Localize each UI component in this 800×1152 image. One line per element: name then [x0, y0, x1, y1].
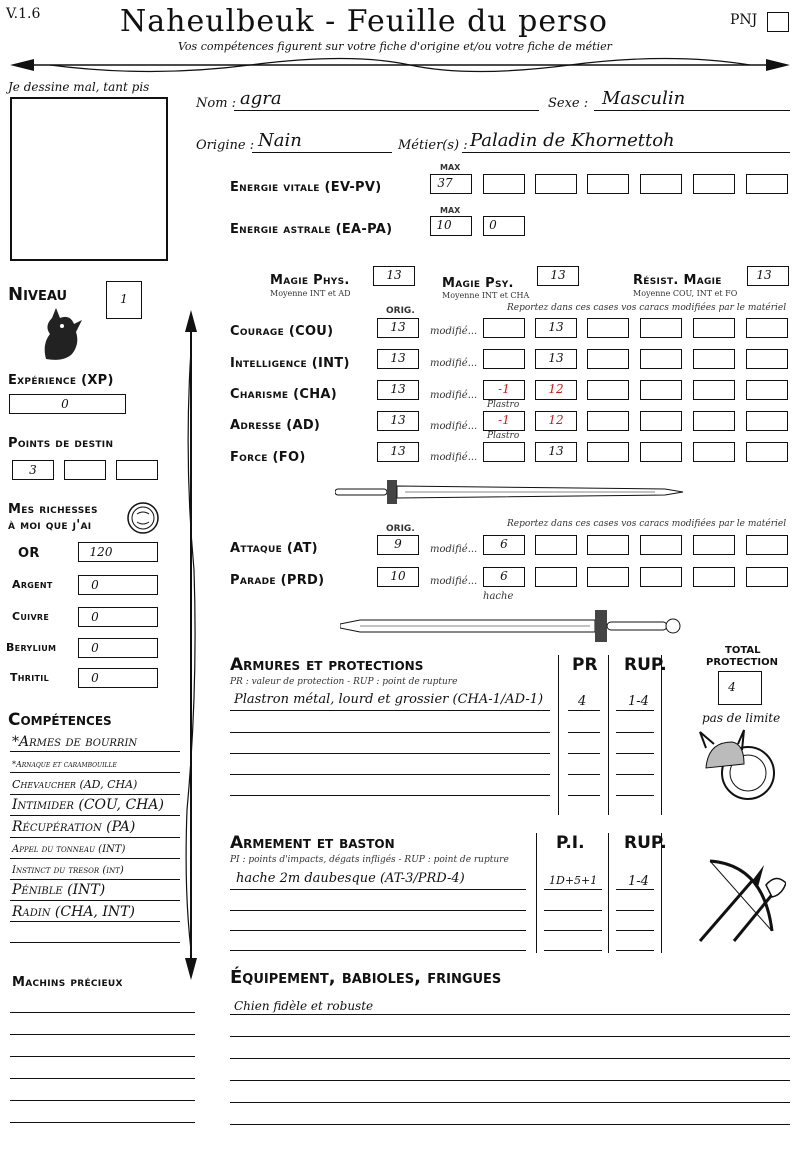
competence-item[interactable]: Pénible (INT): [12, 882, 106, 898]
armement-col-pi: P.I.: [556, 833, 585, 853]
dragon-icon: [36, 304, 86, 364]
carac-label-cou: Courage (COU): [230, 324, 334, 339]
niveau-label: Niveau: [8, 284, 68, 305]
richesses-label-1: Mes richesses: [8, 502, 98, 517]
carac-orig-value-cha: 13: [390, 382, 406, 396]
carac-mod1-box-cou[interactable]: [483, 318, 525, 338]
armure-item-name[interactable]: Plastron métal, lourd et grossier (CHA-1/AD-1): [234, 692, 544, 707]
attaque-mod4-box[interactable]: [640, 535, 682, 555]
sexe-value[interactable]: Masculin: [602, 88, 686, 109]
carac-label-ad: Adresse (AD): [230, 418, 321, 433]
arme-rup-line: [616, 889, 654, 890]
richesses-label-2: à moi que j'ai: [8, 518, 92, 533]
competence-line: [10, 900, 180, 901]
parade-orig-value: 10: [390, 569, 406, 583]
parade-mod4-box[interactable]: [640, 567, 682, 587]
armure-pr-line: [568, 795, 600, 796]
armement-label: Armement et baston: [230, 833, 395, 853]
metier-line: [462, 152, 790, 153]
combat-mod-note: hache: [483, 591, 514, 602]
ev-track-6[interactable]: [746, 174, 788, 194]
xp-label: Expérience (XP): [8, 373, 114, 388]
arme-pi-line: [544, 950, 602, 951]
arme-row-line: [230, 889, 526, 890]
armement-sub: PI : points d'impacts, dégats infligés - RUP : point de rupture: [230, 855, 509, 865]
caracs-note: Reportez dans ces cases vos caracs modifiées par le matériel: [507, 303, 787, 313]
competence-line: [10, 837, 180, 838]
parade-mod3-box[interactable]: [587, 567, 629, 587]
ev-track-3[interactable]: [587, 174, 629, 194]
header-spear-divider: [10, 52, 790, 78]
carac-label-fo: Force (FO): [230, 450, 306, 465]
machins-line: [10, 1122, 195, 1123]
page-title: Naheulbeuk - Feuille du perso: [120, 4, 608, 39]
armure-rup-line: [616, 753, 654, 754]
armures-col-divider: [558, 655, 559, 815]
armure-item-rup[interactable]: 1-4: [628, 694, 649, 709]
attaque-label: Attaque (AT): [230, 541, 318, 556]
carac-mod4-box-cou[interactable]: [640, 318, 682, 338]
armure-item-pr[interactable]: 4: [578, 694, 587, 709]
caracs-orig-label: ORIG.: [386, 306, 415, 316]
carac-label-int: Intelligence (INT): [230, 356, 350, 371]
pnj-checkbox[interactable]: [767, 12, 789, 32]
page-subtitle: Vos compétences figurent sur votre fiche d'origine et/ou votre fiche de métier: [178, 40, 612, 53]
arme-pi-line: [544, 910, 602, 911]
berylium-label: Berylium: [6, 641, 57, 654]
armure-rup-line: [616, 710, 654, 711]
carac-mod3-box-cou[interactable]: [587, 318, 629, 338]
machins-line: [10, 1056, 195, 1057]
competence-item[interactable]: Instinct du tresor (int): [12, 865, 124, 876]
armures-col-rup: RUP.: [624, 655, 667, 675]
armure-row-line: [230, 795, 550, 796]
magie-phys-label: Magie Phys.: [270, 273, 350, 288]
carac-label-cha: Charisme (CHA): [230, 387, 337, 402]
ea-current-value: 0: [489, 218, 497, 232]
magie-phys-sub: Moyenne INT et AD: [270, 289, 351, 298]
armure-row-line: [230, 710, 550, 711]
competence-item[interactable]: Intimider (COU, CHA): [12, 797, 164, 813]
armure-row-line: [230, 774, 550, 775]
nom-line: [234, 110, 539, 111]
armures-label: Armures et protections: [230, 655, 424, 675]
ev-track-4[interactable]: [640, 174, 682, 194]
magie-psy-label: Magie Psy.: [442, 276, 514, 291]
competence-line: [10, 794, 180, 795]
arme-pi-line: [544, 889, 602, 890]
carac-modifie-cou: modifié...: [430, 326, 478, 337]
metier-value[interactable]: Paladin de Khornettoh: [470, 130, 675, 151]
machins-line: [10, 1034, 195, 1035]
arme-rup-line: [616, 910, 654, 911]
magie-phys-value: 13: [386, 268, 402, 282]
arme-rup-line: [616, 950, 654, 951]
armures-col-divider: [661, 655, 662, 815]
nom-label: Nom :: [196, 96, 237, 111]
carac-orig-value-fo: 13: [390, 444, 406, 458]
parade-label: Parade (PRD): [230, 573, 325, 588]
pnj-label: PNJ: [730, 12, 758, 28]
competence-item[interactable]: *Arnaque et carambouille: [12, 760, 117, 769]
total-protection-label-2: PROTECTION: [706, 657, 778, 668]
machins-line: [10, 1012, 195, 1013]
thritil-label: Thritil: [10, 671, 49, 684]
competence-item[interactable]: Chevaucher (AD, CHA): [12, 778, 138, 791]
machins-line: [10, 1100, 195, 1101]
arme-row-line: [230, 950, 526, 951]
or-value: 120: [89, 545, 113, 559]
machins-line: [10, 1078, 195, 1079]
resist-magie-sub: Moyenne COU, INT et FO: [633, 289, 738, 298]
magie-psy-sub: Moyenne INT et CHA: [442, 291, 530, 300]
armure-rup-line: [616, 732, 654, 733]
ea-label: Energie astrale (EA-PA): [230, 222, 393, 237]
arme-item-name[interactable]: hache 2m daubesque (AT-3/PRD-4): [236, 871, 465, 886]
carac-modifie-ad: modifié...: [430, 421, 478, 432]
destin-label: Points de destin: [8, 436, 114, 451]
armure-row-line: [230, 753, 550, 754]
competence-line: [10, 751, 180, 752]
equipement-line: [230, 1102, 790, 1103]
carac-mod5-box-ad[interactable]: [693, 411, 735, 431]
carac-mod6-box-ad[interactable]: [746, 411, 788, 431]
parade-mod5-box[interactable]: [693, 567, 735, 587]
armement-col-divider: [608, 833, 609, 953]
carac-orig-value-int: 13: [390, 351, 406, 365]
cuivre-value: 0: [91, 610, 99, 624]
sexe-line: [594, 110, 790, 111]
coin-icon: [125, 500, 161, 536]
armure-pr-line: [568, 710, 600, 711]
portrait-label: Je dessine mal, tant pis: [8, 80, 150, 94]
parade-mod2-box[interactable]: [535, 567, 577, 587]
competence-item[interactable]: *Armes de bourrin: [12, 734, 138, 750]
ev-max-value: 37: [437, 176, 453, 190]
armure-rup-line: [616, 795, 654, 796]
ev-track-1[interactable]: [483, 174, 525, 194]
equipement-line: [230, 1058, 790, 1059]
carac-mod6-box-cou[interactable]: [746, 318, 788, 338]
sexe-label: Sexe :: [548, 96, 589, 111]
carac-mod2-value-int: 13: [548, 351, 564, 365]
carac-mod5-box-cha[interactable]: [693, 380, 735, 400]
armement-col-rup: RUP.: [624, 833, 667, 853]
carac-mod3-box-fo[interactable]: [587, 442, 629, 462]
equipement-line: [230, 1014, 790, 1015]
berylium-value: 0: [91, 641, 99, 655]
helmet-shield-icon: [698, 728, 778, 810]
or-label: OR: [18, 546, 40, 561]
attaque-modifie: modifié...: [430, 544, 478, 555]
carac-mod3-box-ad[interactable]: [587, 411, 629, 431]
carac-mod2-value-cha: 12: [548, 382, 564, 396]
arme-row-line: [230, 910, 526, 911]
combat-note: Reportez dans ces cases vos caracs modifiées par le matériel: [507, 519, 787, 529]
total-protection-value: 4: [728, 680, 736, 694]
attaque-mod3-box[interactable]: [587, 535, 629, 555]
carac-mod2-value-ad: 12: [548, 413, 564, 427]
arme-item-rup[interactable]: 1-4: [628, 874, 649, 889]
ea-max-label: MAX: [440, 206, 461, 215]
armures-sub: PR : valeur de protection - RUP : point de rupture: [230, 677, 458, 687]
armure-pr-line: [568, 753, 600, 754]
carac-mod5-box-fo[interactable]: [693, 442, 735, 462]
destin-box-2[interactable]: [64, 460, 106, 480]
nom-value[interactable]: agra: [240, 88, 282, 109]
niveau-value: 1: [120, 292, 128, 306]
carac-mod1-note-cha: Plastro: [487, 400, 520, 410]
competence-line: [10, 921, 180, 922]
protection-limit-note: pas de limite: [702, 711, 781, 725]
armure-rup-line: [616, 774, 654, 775]
carac-mod4-box-int[interactable]: [640, 349, 682, 369]
armure-pr-line: [568, 774, 600, 775]
ea-max-value: 10: [436, 218, 452, 232]
competence-line: [10, 772, 180, 773]
metier-label: Métier(s) :: [398, 138, 468, 153]
parade-mod6-box[interactable]: [746, 567, 788, 587]
carac-mod3-box-int[interactable]: [587, 349, 629, 369]
carac-orig-value-ad: 13: [390, 413, 406, 427]
parade-mod1-value: 6: [500, 569, 508, 583]
origine-value[interactable]: Nain: [258, 130, 302, 151]
equipement-line: [230, 1036, 790, 1037]
competence-item[interactable]: Appel du tonneau (INT): [12, 844, 126, 855]
carac-mod5-box-int[interactable]: [693, 349, 735, 369]
magie-psy-value: 13: [550, 268, 566, 282]
carac-mod5-box-cou[interactable]: [693, 318, 735, 338]
carac-mod4-box-cha[interactable]: [640, 380, 682, 400]
competence-line: [10, 879, 180, 880]
equipement-line: [230, 1124, 790, 1125]
ev-label: Energie vitale (EV-PV): [230, 180, 382, 195]
ev-track-5[interactable]: [693, 174, 735, 194]
resist-magie-value: 13: [756, 268, 772, 282]
weapons-icon: [694, 855, 786, 947]
thritil-value: 0: [91, 671, 99, 685]
carac-mod4-box-ad[interactable]: [640, 411, 682, 431]
carac-mod1-box-fo[interactable]: [483, 442, 525, 462]
competence-item[interactable]: Radin (CHA, INT): [12, 904, 135, 920]
ev-track-2[interactable]: [535, 174, 577, 194]
parade-modifie: modifié...: [430, 576, 478, 587]
origine-line: [252, 152, 392, 153]
arme-pi-line: [544, 930, 602, 931]
carac-mod1-box-int[interactable]: [483, 349, 525, 369]
cuivre-label: Cuivre: [12, 610, 50, 623]
armement-col-divider: [536, 833, 537, 953]
competences-label: Compétences: [8, 710, 112, 730]
equipement-label: Équipement, babioles, fringues: [230, 967, 502, 988]
attaque-orig-value: 9: [394, 537, 402, 551]
arme-item-pi[interactable]: 1D+5+1: [549, 874, 598, 887]
armure-pr-line: [568, 732, 600, 733]
competence-line: [10, 815, 180, 816]
carac-modifie-int: modifié...: [430, 358, 478, 369]
attaque-mod2-box[interactable]: [535, 535, 577, 555]
competence-item[interactable]: Récupération (PA): [12, 819, 136, 835]
sword-divider-icon: [340, 610, 685, 644]
carac-mod1-value-cha: -1: [498, 382, 510, 396]
carac-orig-value-cou: 13: [390, 320, 406, 334]
armement-col-divider: [661, 833, 662, 953]
origine-label: Origine :: [196, 138, 255, 153]
carac-mod6-box-fo[interactable]: [746, 442, 788, 462]
carac-mod4-box-fo[interactable]: [640, 442, 682, 462]
arme-row-line: [230, 930, 526, 931]
armures-col-divider: [608, 655, 609, 815]
carac-mod6-box-int[interactable]: [746, 349, 788, 369]
carac-modifie-fo: modifié...: [430, 452, 478, 463]
carac-mod1-value-ad: -1: [498, 413, 510, 427]
carac-mod3-box-cha[interactable]: [587, 380, 629, 400]
attaque-mod1-value: 6: [500, 537, 508, 551]
equipement-item[interactable]: Chien fidèle et robuste: [234, 999, 374, 1013]
spear-divider: [180, 310, 202, 980]
destin-value-1: 3: [29, 463, 37, 477]
destin-box-3[interactable]: [116, 460, 158, 480]
xp-value: 0: [61, 397, 69, 411]
carac-mod6-box-cha[interactable]: [746, 380, 788, 400]
competence-line: [10, 942, 180, 943]
armures-col-pr: PR: [572, 655, 598, 675]
ev-max-label: MAX: [440, 163, 461, 172]
armure-row-line: [230, 732, 550, 733]
equipement-line: [230, 1080, 790, 1081]
attaque-mod5-box[interactable]: [693, 535, 735, 555]
version-label: V.1.6: [6, 6, 41, 22]
carac-mod1-note-ad: Plastro: [487, 431, 520, 441]
attaque-mod6-box[interactable]: [746, 535, 788, 555]
machins-label: Machins précieux: [12, 975, 123, 990]
argent-value: 0: [91, 578, 99, 592]
argent-label: Argent: [12, 578, 53, 591]
competence-line: [10, 858, 180, 859]
sword-divider-icon: [335, 478, 685, 506]
carac-mod2-value-cou: 13: [548, 320, 564, 334]
portrait-box[interactable]: [10, 97, 168, 261]
combat-orig-label: ORIG.: [386, 524, 415, 534]
carac-mod2-value-fo: 13: [548, 444, 564, 458]
arme-rup-line: [616, 930, 654, 931]
carac-modifie-cha: modifié...: [430, 390, 478, 401]
total-protection-label-1: TOTAL: [725, 645, 761, 656]
resist-magie-label: Résist. Magie: [633, 273, 722, 288]
